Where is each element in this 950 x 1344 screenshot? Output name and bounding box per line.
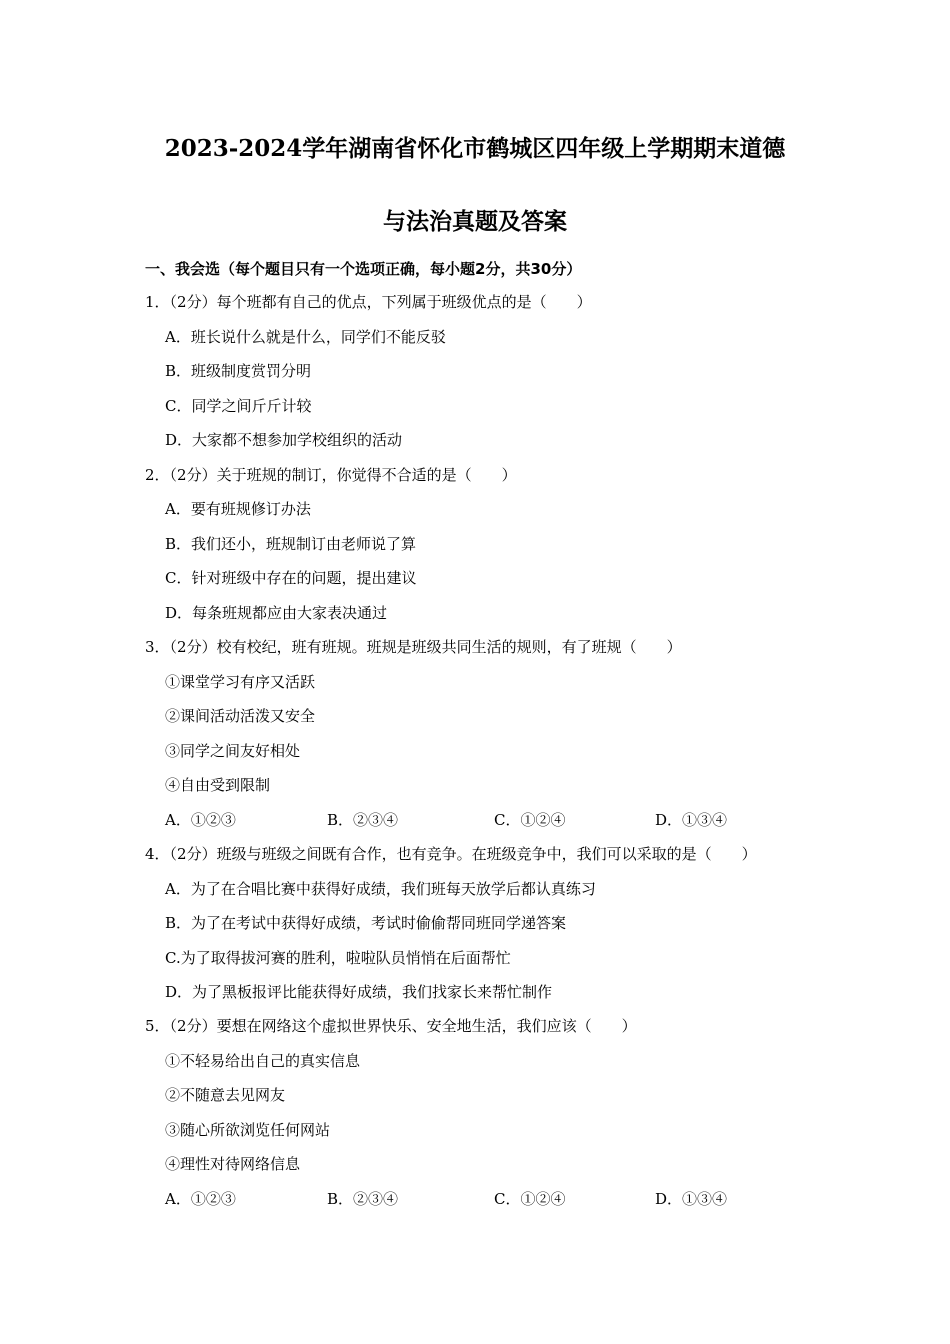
question-5-statement-2: ②不随意去见网友 [165,1086,286,1104]
question-5-option-c: C．①②④ [494,1190,566,1208]
question-1-stem: 1．（2分）每个班都有自己的优点，下列属于班级优点的是（ ） [145,293,592,311]
question-2-option-c: C．针对班级中存在的问题，提出建议 [165,569,417,587]
question-5-option-b: B．②③④ [327,1190,399,1208]
question-5-statement-4: ④理性对待网络信息 [165,1155,301,1173]
question-3-option-c: C．①②④ [494,811,566,829]
question-5-option-a: A．①②③ [165,1190,236,1208]
question-4-option-d: D．为了黑板报评比能获得好成绩，我们找家长来帮忙制作 [165,983,553,1001]
question-2-option-a: A．要有班规修订办法 [165,500,311,518]
question-4-option-b: B．为了在考试中获得好成绩，考试时偷偷帮同班同学递答案 [165,914,567,932]
question-2-option-b: B．我们还小，班规制订由老师说了算 [165,535,417,553]
question-3-option-a: A．①②③ [165,811,236,829]
question-1-option-b: B．班级制度赏罚分明 [165,362,312,380]
question-3-statement-1: ①课堂学习有序又活跃 [165,673,316,691]
question-4-stem: 4．（2分）班级与班级之间既有合作，也有竞争。在班级竞争中，我们可以采取的是（ ） [145,845,757,863]
question-5-statement-3: ③随心所欲浏览任何网站 [165,1121,331,1139]
question-2-option-d: D．每条班规都应由大家表决通过 [165,604,388,622]
question-1-option-d: D．大家都不想参加学校组织的活动 [165,431,403,449]
question-4-option-a: A．为了在合唱比赛中获得好成绩，我们班每天放学后都认真练习 [165,880,596,898]
question-3-option-b: B．②③④ [327,811,399,829]
question-3-statement-4: ④自由受到限制 [165,776,271,794]
question-5-stem: 5．（2分）要想在网络这个虚拟世界快乐、安全地生活，我们应该（ ） [145,1017,637,1035]
question-3-statement-2: ②课间活动活泼又安全 [165,707,316,725]
question-2-stem: 2．（2分）关于班规的制订，你觉得不合适的是（ ） [145,466,517,484]
question-3-stem: 3．（2分）校有校纪，班有班规。班规是班级共同生活的规则，有了班规（ ） [145,638,682,656]
question-4-option-c: C.为了取得拔河赛的胜利，啦啦队员悄悄在后面帮忙 [165,949,511,967]
question-1-option-a: A．班长说什么就是什么，同学们不能反驳 [165,328,446,346]
question-5-option-d: D．①③④ [655,1190,728,1208]
document-title-line-2: 与法治真题及答案 [383,208,567,235]
question-5-statement-1: ①不轻易给出自己的真实信息 [165,1052,361,1070]
section-heading: 一、我会选（每个题目只有一个选项正确，每小题2分，共30分） [145,260,582,278]
question-3-option-d: D．①③④ [655,811,728,829]
question-3-statement-3: ③同学之间友好相处 [165,742,301,760]
document-title-line-1: 2023-2024学年湖南省怀化市鹤城区四年级上学期期末道德 [164,135,786,162]
question-1-option-c: C．同学之间斤斤计较 [165,397,312,415]
